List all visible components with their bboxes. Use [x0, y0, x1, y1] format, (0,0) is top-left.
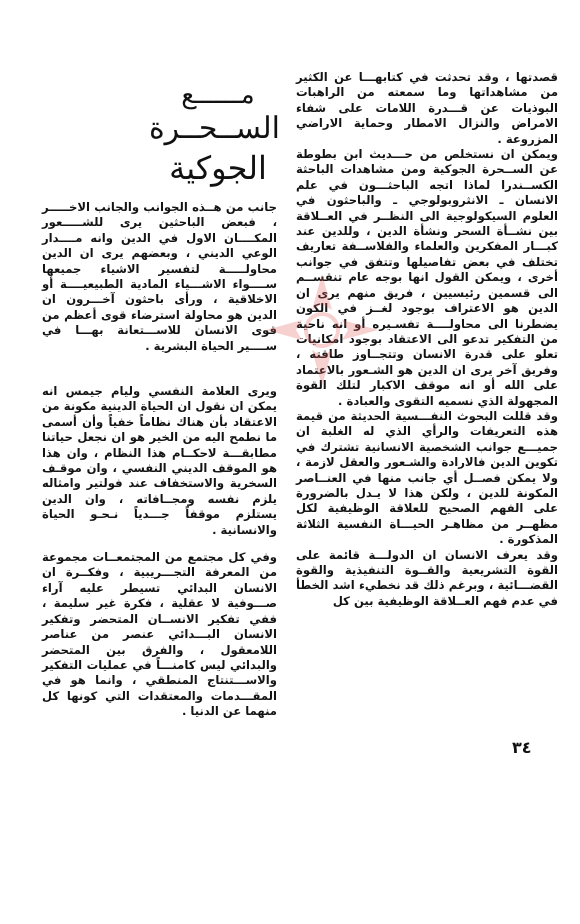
paragraph: جانب من هــذه الجوانب والجانب الاخـــــر ، فبعض الباحثين يرى للشـــــعور المكــــان الاول في الدين وانه مــــدار الوعي الديني ، وبعضهم يرى ان الدين محاولـــــة لتفسير الاشياء جميعها ســــواء الاشـــياء المادية الطبيعيــــة أو الاخلاقية ، ورأى باحثون آخـــرون ان الدين هو محاولة استرضاء قوى أعظم من قوى الانسان للاســـتعانة بهـــا في ســــير الحياة البشرية .: [42, 200, 277, 353]
page-number: ٣٤: [512, 738, 532, 757]
title-line-2: الســحــرة: [148, 111, 280, 146]
left-text-column-top: [42, 200, 277, 354]
paragraph: وفي كل مجتمع من المجتمعــات مجموعة من المعرفة التجـــريبية ، وفكــرة ان الانسان البدائي تسيطر عليه آراء صـــوفية لا عقلية ، فكرة غير سليمة ، ففي تفكير الانســان المتحضر وتفكير الانسان البـــدائي عنصر من عناصر اللامعقول ، والفرق بين المتحضر والبدائي ليس كامنـــاً في عمليات التفكير والاســـتنتاج المنطقي ، وانما هو في المقـــدمات والمعتقدات التي كونها كل منهما عن الدنيا .: [42, 550, 277, 719]
paragraph: وقد قللت البحوث النفـــسية الحديثة من قيمة هذه التعريفات والرأي الذي له الغلبة ان جميـــع جوانب الشخصية الانسانية تشترك في تكوين الدين فالارادة والشـعور والعقل لازمة ، ولا يمكن فصــل أي جانب منها في العنــاصر المكونة للدين ، ولكن هذا لا يـدل بالضرورة على الفهم الصحيح للعلاقة الوظيفية لكل مظهــر من مظاهـر الحيـــاة النفسية الثلاثة المذكورة .: [296, 408, 558, 547]
watermark-logo-icon: [262, 270, 382, 390]
paragraph: ويرى العلامة النفسي وليام جيمس انه يمكن ان نقول ان الحياة الدينية مكونة من الاعتقاد بأن هناك نظاماً خفياً وأن أسمى ما نطمح اليه من الخير هو ان نجعل حياتنا مطابقـــة لاحكــام هذا النظام ، وان هذا هو الموقف الديني النفسي ، وان موقـف السخرية والاستخفاف عند فولتير وامثاله يلزم نفسه ومجــافاته ، وان الدين يستلزم موقفاً جـــدياً نـحـو الحياة والانسانية .: [42, 384, 277, 537]
paragraph: ويمكن ان نستخلص من حـــديث ابن بطوطة عن الســحرة الجوكية ومن مشاهدات الباحثة الكســندرا لماذا اتجه الباحثـــون في علم الانسان ـ الانثروبولوجي ـ والباحثون في العلوم السيكولوجية الى النظــر في العــلاقة بين نشــأة السحر ونشأة الدين ، وللدين عند كبـــار المفكرين والعلماء والفلاســفة تعاريف تختلف في بعض تفاصيلها وتتفق في جوانب أخرى ، ويمكن القول انها بوجه عام تنقســم الى قسمين رئيسيين ، فريق منهم يرى ان الدين هو الاعتراف بوجود لغــز في الكون يضطرنا الى محاولــــة تفسـيره أو انه ناحية من التفكير تدعو الى الاعتقاد بوجود امكانيات تعلو على قدرة الانسان وتتجــاوز طاقته ، وفريق آخر يرى ان الدين هو الشـعور بالاعتماد على الله أو انه موقف الاكبار لتلك القوة المجهولة الذي نسميه التقوى والعبادة .: [296, 147, 558, 408]
paragraph-gap: [42, 538, 277, 550]
title-line-1: مــــــع: [181, 80, 255, 110]
title-line-3: الجوكية: [169, 149, 267, 187]
article-title: [148, 80, 280, 188]
paragraph: وقد يعرف الانسان ان الدولـــة قائمة على القوة التشريعية والقــوة التنفيذية والقوة القضـــائية ، وبرغم ذلك قد نخطيء اشد الخطأ في عدم فهم العــلاقة الوظيفية بين كل: [296, 547, 558, 608]
paragraph: قصدتها ، وقد تحدثت في كتابهـــا عن الكثير من مشاهداتها وما سمعته من الراهبات البوذيات عن قـــدرة اللامات على شفاء الامراض والنزال الامطار وحماية الاراضي المزروعة .: [296, 70, 558, 146]
left-text-column-bottom: [42, 384, 277, 720]
